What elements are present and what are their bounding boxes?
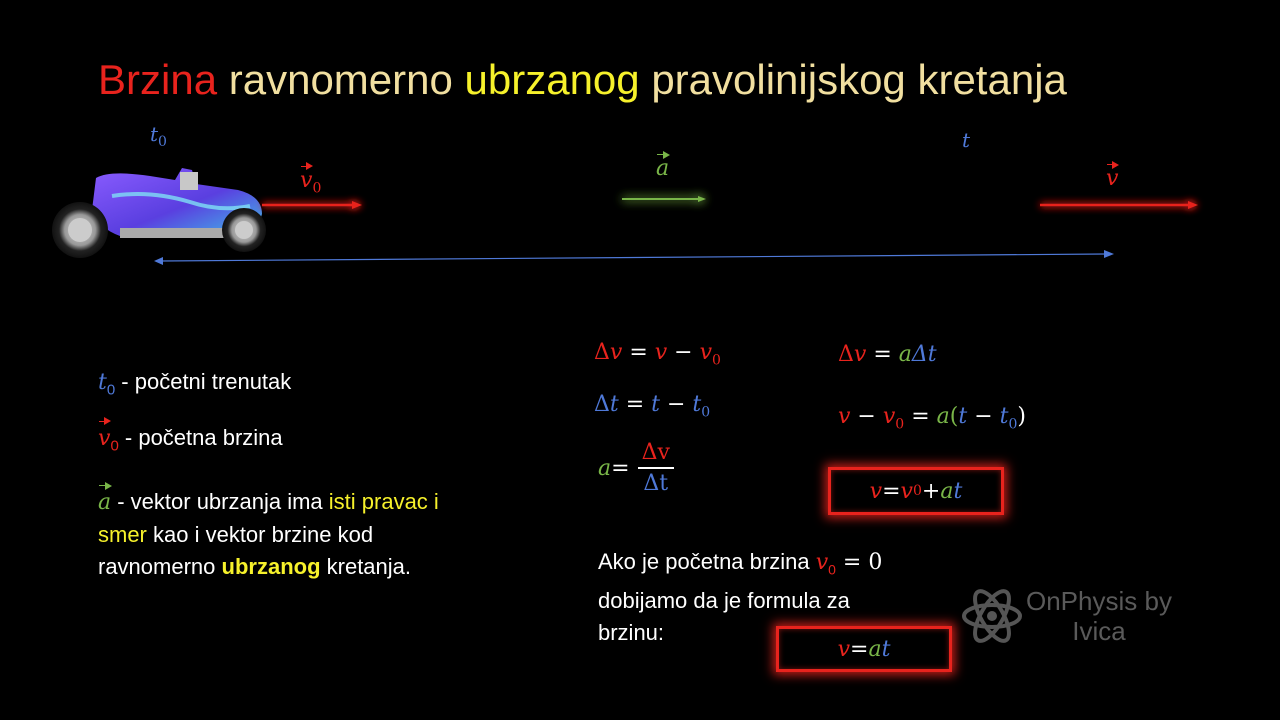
v0-label-symbol: v	[300, 168, 313, 193]
f1-v0: v	[699, 340, 713, 365]
title-word-ravnomerno: ravnomerno	[228, 56, 453, 103]
f4-v: v	[853, 342, 867, 367]
f3-fraction	[638, 440, 674, 496]
title-word-rest: pravolinijskog kretanja	[651, 56, 1067, 103]
f3-denominator: Δt	[643, 471, 669, 496]
def-a-highlight1: isti pravac i	[328, 489, 439, 514]
def-a-text4: kretanja.	[320, 554, 412, 579]
definition-t0	[98, 366, 291, 406]
note-eq: = 0	[835, 550, 883, 575]
note-line2: dobijamo da je formula za	[598, 588, 850, 614]
f3-a: a	[598, 455, 612, 481]
f6-sub: 0	[912, 483, 922, 499]
v0-label-sub: 0	[312, 180, 322, 197]
def-t0-symbol: t	[98, 370, 107, 395]
v0-label	[300, 168, 321, 196]
f5-eq: =	[904, 404, 937, 429]
note-v0: v	[815, 550, 829, 575]
f5-t: t	[958, 404, 968, 429]
t0-label-sub: 0	[158, 134, 167, 150]
f1-eq: =	[622, 340, 655, 365]
t0-label	[150, 122, 167, 150]
note-line3: brzinu:	[598, 620, 665, 646]
f2-delta: Δ	[594, 392, 610, 417]
def-a-text2: kao i vektor brzine kod	[146, 522, 374, 547]
f7-a: a	[868, 636, 882, 662]
f6-a: a	[940, 478, 954, 504]
f5-sub2: 0	[1008, 416, 1018, 433]
def-a-highlight3: ubrzanog	[221, 554, 321, 579]
f1-sub: 0	[712, 352, 721, 369]
f2-t0: t	[692, 392, 702, 417]
def-t0-text: - početni trenutak	[115, 369, 292, 394]
f7-eq: =	[850, 636, 869, 662]
def-a-highlight2: smer	[98, 522, 147, 547]
f2-sub: 0	[701, 404, 711, 421]
f2-t2: t	[651, 392, 660, 417]
f6-eq: =	[882, 478, 901, 504]
f1-v2: v	[654, 340, 668, 365]
watermark-line2: Ivica	[1072, 616, 1126, 646]
v-label	[1106, 166, 1118, 191]
t0-label-symbol: t	[150, 122, 159, 146]
def-a-text1: - vektor ubrzanja ima	[111, 489, 329, 514]
f6-v: v	[869, 478, 883, 504]
f6-plus: +	[921, 478, 941, 504]
f5-lparen: (	[949, 404, 959, 429]
watermark-line1: OnPhysis by	[1026, 586, 1172, 616]
a-label	[656, 156, 669, 181]
f2-minus: −	[660, 392, 693, 417]
f3-numerator: Δv	[638, 440, 674, 469]
def-v0-sub: 0	[110, 437, 119, 455]
definition-v0	[98, 422, 283, 462]
v-arrow	[1040, 201, 1198, 209]
f5-t0: t	[999, 404, 1009, 429]
t-label: t	[962, 128, 971, 152]
title-word-brzina: Brzina	[98, 56, 218, 103]
f5-a: a	[936, 404, 950, 429]
def-v0-text: - početna brzina	[118, 425, 283, 450]
f6-t: t	[953, 478, 963, 504]
atom-icon	[960, 582, 1024, 650]
a-arrow	[622, 196, 706, 202]
formula-delta-v	[594, 340, 721, 368]
def-a-text3: ravnomerno	[98, 554, 222, 579]
def-t0-sub: 0	[106, 381, 116, 399]
def-a-symbol: a	[98, 487, 111, 519]
car-image	[52, 168, 266, 258]
formula-delta-t	[594, 392, 710, 420]
f5-v: v	[838, 404, 851, 429]
a-label-symbol: a	[656, 156, 670, 181]
watermark-logo	[960, 582, 1172, 650]
f4-eq: =	[866, 342, 899, 367]
f4-dt: Δt	[911, 342, 937, 367]
formula-box-zero	[776, 626, 952, 672]
f5-sub: 0	[895, 416, 905, 433]
formula-a-definition	[598, 440, 674, 496]
f5-minus2: −	[967, 404, 1000, 429]
formula-delta-v-a	[838, 342, 937, 367]
f2-t: t	[609, 392, 619, 417]
def-v0-symbol: v	[98, 423, 110, 455]
f5-rparen: )	[1017, 404, 1026, 429]
title-word-ubrzanog: ubrzanog	[464, 56, 640, 103]
watermark-text	[1026, 586, 1172, 646]
v0-arrow	[262, 201, 362, 209]
f1-delta: Δ	[594, 340, 610, 365]
f1-v: v	[609, 340, 623, 365]
f5-v0: v	[882, 404, 896, 429]
f6-v0: v	[900, 478, 913, 504]
note-line1: Ako je početna brzina	[598, 549, 816, 574]
note-sub: 0	[828, 561, 836, 578]
formula-box-main	[828, 467, 1004, 515]
definition-a	[98, 486, 498, 583]
formula-v-minus-v0	[838, 404, 1026, 432]
motion-diagram	[0, 0, 1280, 300]
f3-eq: =	[611, 455, 630, 481]
f4-delta: Δ	[838, 342, 854, 367]
f5-minus: −	[850, 404, 883, 429]
f2-eq: =	[618, 392, 652, 417]
f7-v: v	[837, 636, 851, 662]
f1-minus: −	[667, 340, 700, 365]
v-label-symbol: v	[1106, 166, 1119, 191]
f7-t: t	[881, 636, 891, 662]
time-interval-line	[154, 250, 1114, 265]
f4-a: a	[898, 342, 912, 367]
